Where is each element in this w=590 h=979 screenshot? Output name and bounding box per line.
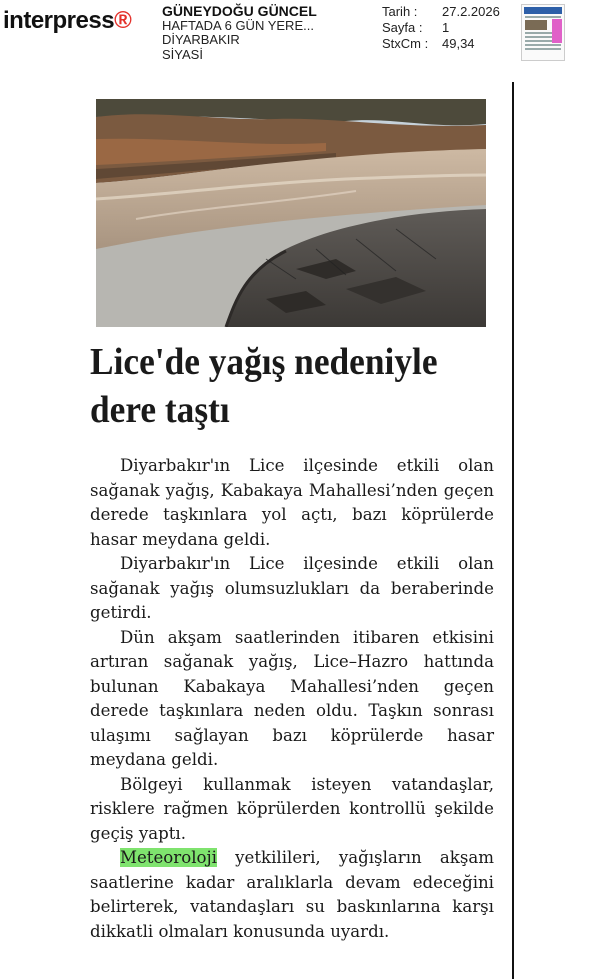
article-paragraph: Bölgeyi kullanmak isteyen vatandaşlar, risklere rağmen köprülerden kontrollü şekilde geçiş yaptı. bbox=[90, 774, 494, 843]
column-divider bbox=[512, 82, 514, 979]
article-paragraph: Dün akşam saatlerinden itibaren etkisini artıran sağanak yağış, Lice–Hazro hattında bulunan Kabakaya Mahallesi’nden geçen derede taşkınlara neden oldu. Taşkın sonrası ulaşımı sağlayan bazı köprülerde hasar meydana geldi. bbox=[90, 627, 494, 769]
publication-name: GÜNEYDOĞU GÜNCEL bbox=[162, 3, 317, 19]
date-label: Tarih : bbox=[382, 4, 418, 19]
date-value: 27.2.2026 bbox=[442, 4, 500, 19]
publication-meta bbox=[162, 4, 317, 62]
page-thumbnail[interactable] bbox=[521, 4, 565, 61]
stxcm-label: StxCm : bbox=[382, 36, 429, 51]
page-value: 1 bbox=[442, 20, 450, 35]
interpress-logo: interpress® bbox=[3, 7, 132, 34]
highlighted-keyword: Meteoroloji bbox=[120, 848, 217, 867]
flood-photo bbox=[96, 99, 486, 327]
info-labels bbox=[382, 4, 428, 52]
article-paragraph-last bbox=[90, 846, 494, 944]
info-values bbox=[442, 4, 500, 52]
article-body bbox=[90, 454, 494, 944]
publication-section: SİYASİ bbox=[162, 46, 203, 62]
page-label: Sayfa : bbox=[382, 20, 423, 35]
article-headline: Lice'de yağış nedeniyle dere taştı bbox=[90, 341, 438, 431]
article-paragraph: Diyarbakır'ın Lice ilçesinde etkili olan sağanak yağış olumsuzlukları da beraberinde getirdi. bbox=[90, 554, 494, 622]
publication-city: DİYARBAKIR bbox=[162, 32, 240, 47]
last-paragraph-text: yetkilileri, yağışların akşam saatlerine kadar aralıklarla devam edeceğini belirterek, vatandaşları su baskınlarına karşı dikkatli olmaları konusunda uyardı. bbox=[90, 848, 494, 941]
stxcm-value: 49,34 bbox=[442, 36, 475, 51]
article-paragraph: Diyarbakır'ın Lice ilçesinde etkili olan sağanak yağış, Kabakaya Mahallesi’nden geçen derede taşkınlara yol açtı, bazı köprülerde hasar meydana geldi. bbox=[90, 456, 494, 549]
publication-frequency: HAFTADA 6 GÜN YERE... bbox=[162, 17, 314, 33]
